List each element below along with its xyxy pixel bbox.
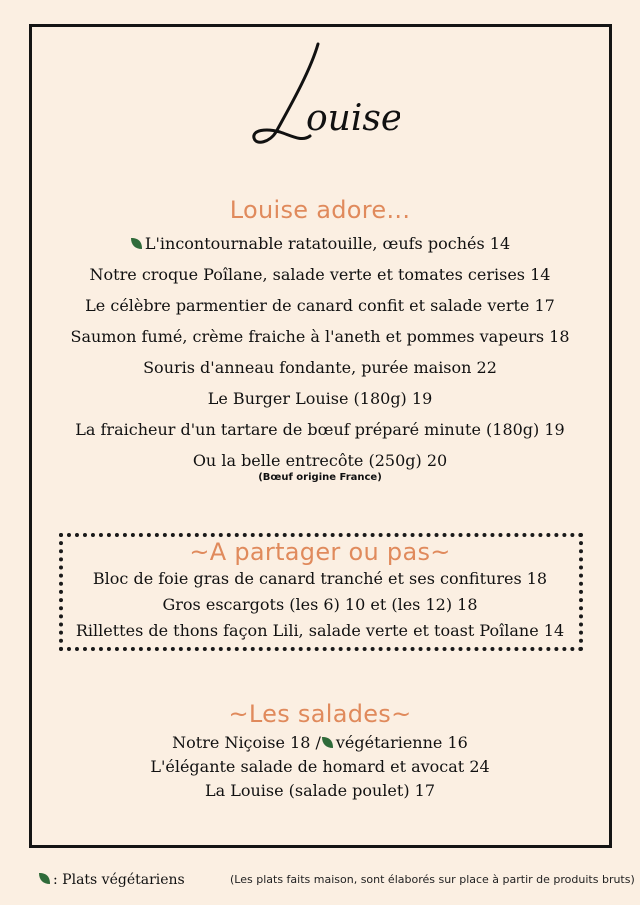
homemade-note: (Les plats faits maison, sont élaborés sur place à partir de produits bruts) [230,873,635,886]
dish-saumon: Saumon fumé, crème fraiche à l'aneth et pommes vapeurs 18 [70,327,570,346]
section-title-salades: ~Les salades~ [228,700,412,728]
louise-logo [240,32,400,152]
leaf-icon [130,237,143,250]
dish-escargots: Gros escargots (les 6) 10 et (les 12) 18 [162,595,478,614]
dish-entrecote: Ou la belle entrecôte (250g) 20 [192,451,448,470]
dish-text: L'incontournable ratatouille, œufs pochés 14 [144,234,511,253]
vegetarian-legend [38,872,185,888]
beef-origin-note: (Bœuf origine France) [258,472,382,483]
dish-homard: L'élégante salade de homard et avocat 24 [150,757,490,776]
dish-louise-salade: La Louise (salade poulet) 17 [204,781,436,800]
legend-text: : Plats végétariens [53,872,185,888]
section-title-partager: ~A partager ou pas~ [189,538,451,566]
dish-text: Notre Niçoise 18 / [172,733,321,752]
dish-souris: Souris d'anneau fondante, purée maison 22 [143,358,497,377]
dish-text: végétarienne 16 [335,733,468,752]
dish-tartare: La fraicheur d'un tartare de bœuf préparé minute (180g) 19 [75,420,565,439]
dish-croque: Notre croque Poîlane, salade verte et tomates cerises 14 [89,265,551,284]
dish-parmentier: Le célèbre parmentier de canard confit et salade verte 17 [85,296,555,315]
dish-ratatouille [0,234,640,253]
section-title-adore: Louise adore... [229,196,411,224]
dish-burger: Le Burger Louise (180g) 19 [207,389,433,408]
dish-foie-gras: Bloc de foie gras de canard tranché et ses confitures 18 [92,569,548,588]
leaf-icon [38,872,51,885]
svg-text:ouise: ouise [306,98,400,139]
leaf-icon [321,736,334,749]
dish-nicoise [0,733,640,752]
dish-rillettes: Rillettes de thons façon Lili, salade verte et toast Poîlane 14 [75,621,565,640]
